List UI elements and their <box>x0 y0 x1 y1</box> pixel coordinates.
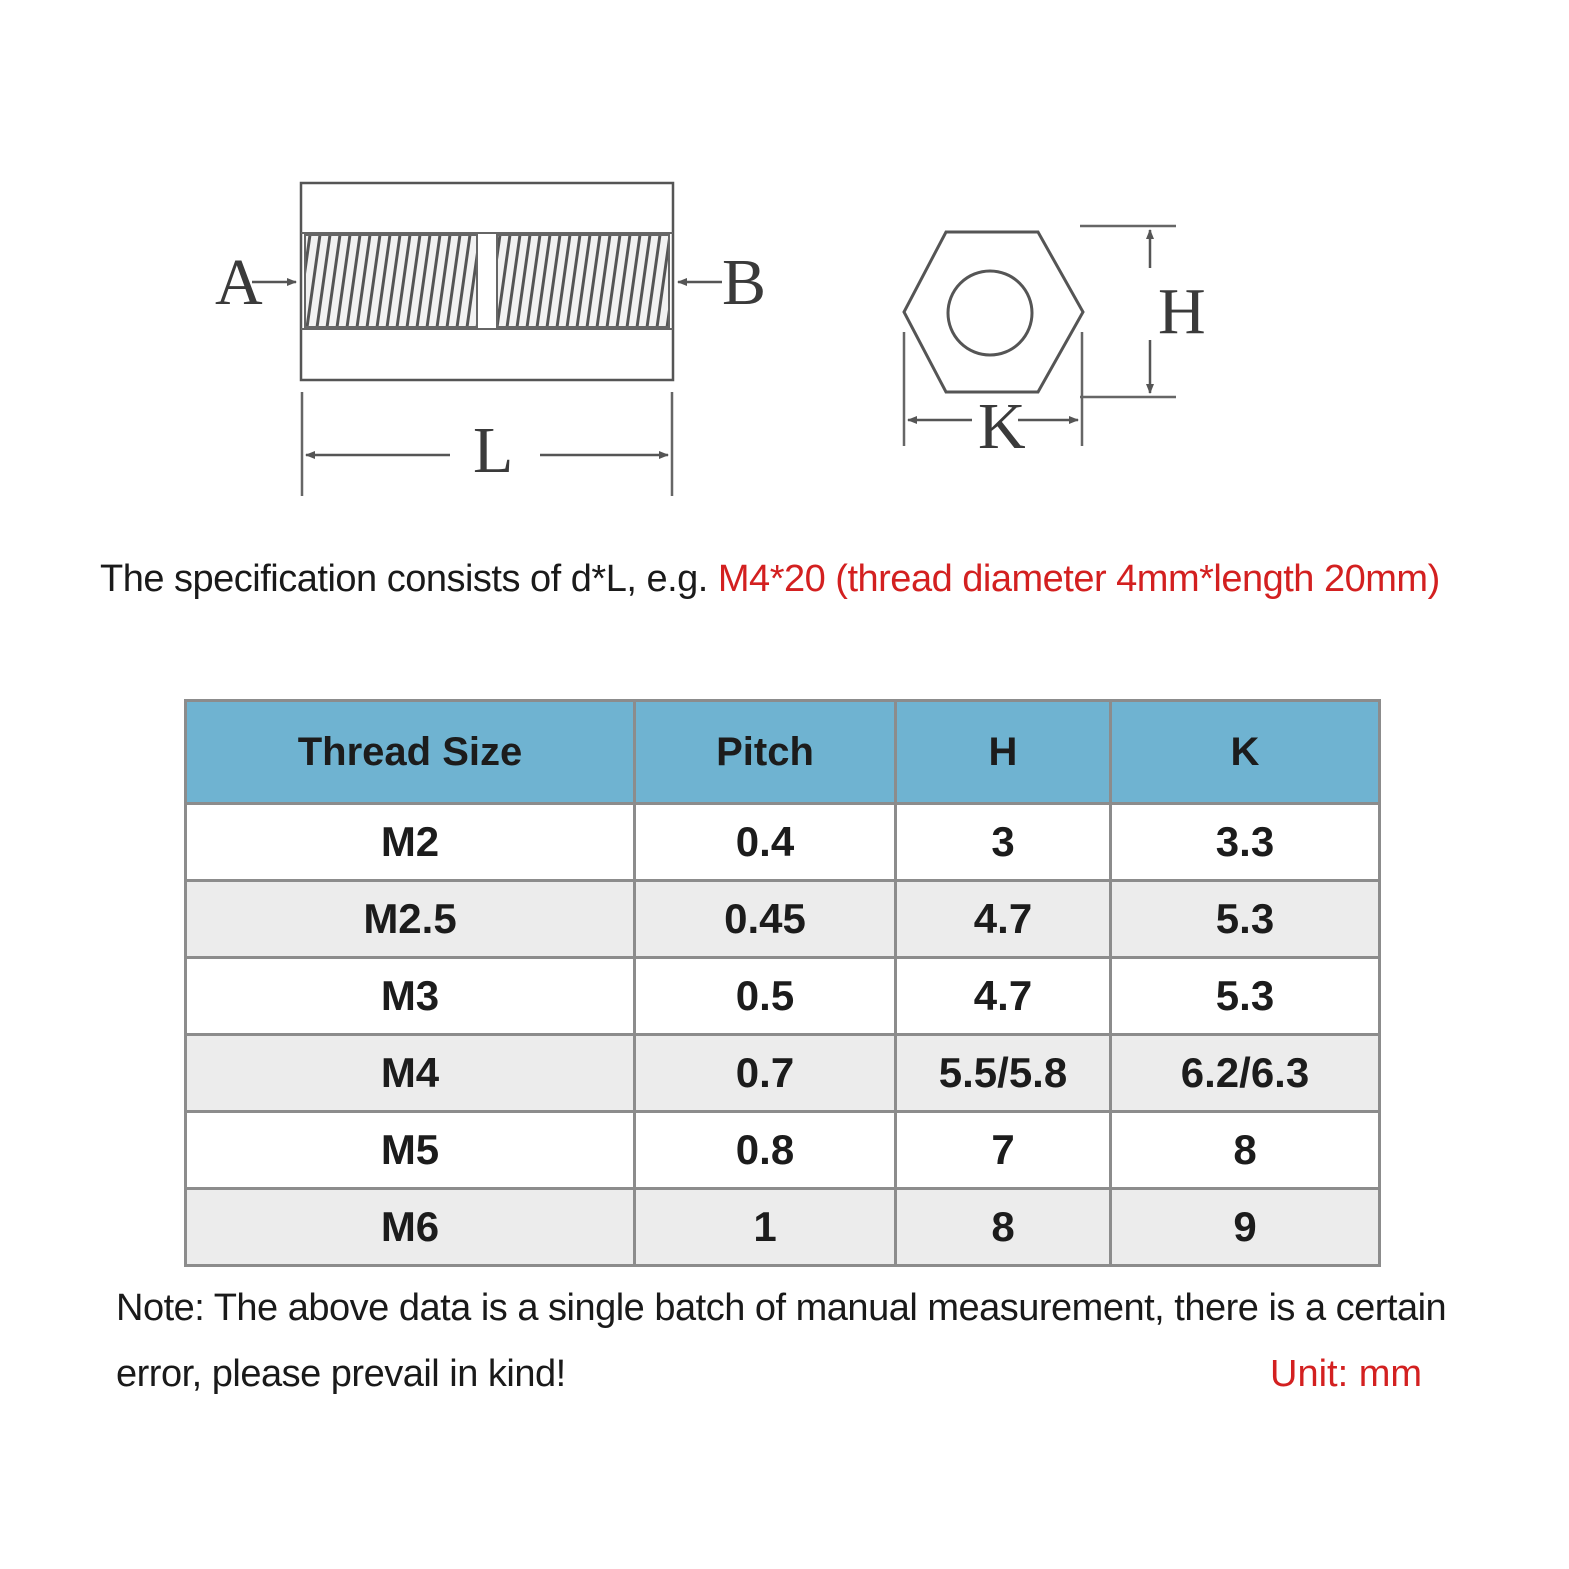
cell-h: 3 <box>896 804 1111 881</box>
cell-pitch: 0.7 <box>635 1035 896 1112</box>
cell-h: 8 <box>896 1189 1111 1266</box>
cell-k: 8 <box>1111 1112 1380 1189</box>
cell-pitch: 1 <box>635 1189 896 1266</box>
cell-k: 6.2/6.3 <box>1111 1035 1380 1112</box>
cell-thread-size: M3 <box>186 958 635 1035</box>
cell-k: 9 <box>1111 1189 1380 1266</box>
spec-example: M4*20 (thread diameter 4mm*length 20mm) <box>717 558 1440 600</box>
cell-k: 3.3 <box>1111 804 1380 881</box>
height-dimension <box>1080 226 1206 397</box>
cell-pitch: 0.8 <box>635 1112 896 1189</box>
header-k: K <box>1111 701 1380 804</box>
label-k: K <box>978 390 1026 463</box>
cell-h: 4.7 <box>896 881 1111 958</box>
header-h: H <box>896 701 1111 804</box>
bore-circle <box>948 271 1032 355</box>
table-row <box>186 1035 1380 1112</box>
cell-k: 5.3 <box>1111 958 1380 1035</box>
dimensions-table <box>184 699 1381 1267</box>
table-row <box>186 958 1380 1035</box>
header-pitch: Pitch <box>635 701 896 804</box>
table-row <box>186 881 1380 958</box>
length-dimension <box>302 392 672 496</box>
end-b-marker <box>678 246 766 319</box>
header-thread-size: Thread Size <box>186 701 635 804</box>
cell-k: 5.3 <box>1111 881 1380 958</box>
table-header-row <box>186 701 1380 804</box>
label-b: B <box>722 246 767 319</box>
cell-thread-size: M2.5 <box>186 881 635 958</box>
unit-label: Unit: mm <box>1270 1353 1422 1395</box>
cell-pitch: 0.4 <box>635 804 896 881</box>
table-row <box>186 804 1380 881</box>
hex-end-view <box>904 232 1083 392</box>
label-l: L <box>473 414 514 487</box>
cell-thread-size: M2 <box>186 804 635 881</box>
cell-pitch: 0.45 <box>635 881 896 958</box>
cell-h: 4.7 <box>896 958 1111 1035</box>
cell-thread-size: M5 <box>186 1112 635 1189</box>
table-row <box>186 1189 1380 1266</box>
end-a-marker <box>215 246 296 319</box>
label-h: H <box>1158 275 1206 348</box>
table-row <box>186 1112 1380 1189</box>
cell-thread-size: M4 <box>186 1035 635 1112</box>
cell-h: 5.5/5.8 <box>896 1035 1111 1112</box>
standoff-side-view <box>301 183 673 380</box>
specification-text <box>100 558 1540 601</box>
cell-h: 7 <box>896 1112 1111 1189</box>
cell-pitch: 0.5 <box>635 958 896 1035</box>
spec-prefix: The specification consists of d*L, e.g. <box>100 558 718 600</box>
thread-right <box>497 235 669 327</box>
measurement-note: Note: The above data is a single batch of manual measurement, there is a certain error, please prevail in kind! <box>116 1287 1447 1395</box>
label-a: A <box>215 246 263 319</box>
cell-thread-size: M6 <box>186 1189 635 1266</box>
thread-left <box>305 235 477 327</box>
technical-drawing <box>0 0 1569 520</box>
